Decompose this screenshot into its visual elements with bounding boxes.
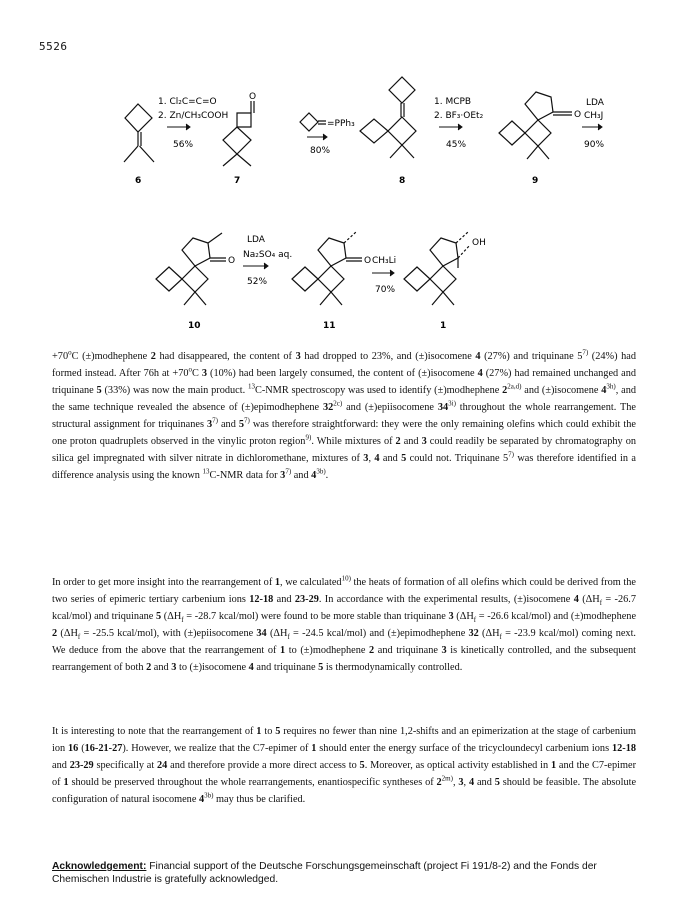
structure-1: [404, 232, 470, 305]
compound-number-1: 1: [440, 321, 447, 331]
step5-reagent-2: Na₂SO₄ aq.: [243, 250, 293, 260]
step6-reagent-1: CH₃Li: [372, 256, 397, 266]
structure-9: [499, 92, 572, 159]
structure-10: [156, 233, 226, 305]
ack-heading: Acknowledgement:: [52, 861, 147, 872]
step4-reagent-1: LDA: [586, 98, 604, 108]
step1-reagent-2: 2. Zn/CH₃COOH: [158, 111, 229, 121]
compound-number-9: 9: [532, 176, 539, 186]
structure-11: [292, 232, 362, 305]
step1-reagent-1: 1. Cl₂C=C=O: [158, 97, 217, 107]
acknowledgement: [52, 860, 636, 886]
step5-yield: 52%: [247, 277, 268, 287]
step5-reagent-1: LDA: [247, 235, 265, 245]
paragraph-1: $+70^oC$ (±)modhephene 2 had disappeared, the content of 3 had dropped to 23%, and (±)isocomene 4 (27%) and triquinane 5$^{7)}$ (24%) had formed instead. After 76h at $+70^oC$ 3 (10%) had been largely consumed, the content of (±)isocomene 4 (27%) had remained unchanged and triquinane 5 (33%) was now the main product. $^{13}$C-NMR spectroscopy was used to identify (±)modhephene $2^{2a,d)}$ and (±)isocomene $4^{3h)}$, and the same technique revealed the absence of (±)epimodhephene $32^{2c)}$ and (±)epiisocomene $34^{3i)}$ throughout the whole rearrangement. The structural assignment for triquinanes 3$^{7)}$ and 5$^{7)}$ was therefore straightforward: they were the only remaining olefins which could exhibit the one proton quadruplets observed in the vinylic proton region$^{9)}$. While mixtures of 2 and 3 could readily be separated by chromatography on silica gel impregnated with silver nitrate in dichloromethane, mixtures of 3, 4 and 5 could not. Triquinane 5$^{7)}$ was therefore identified in a difference analysis using the known $^{13}$C-NMR data for 3$^{7)}$ and $4^{3b)}$.: [52, 348, 637, 481]
atom-o-10: O: [228, 256, 236, 266]
paragraph-3: It is interesting to note that the rearrangement of 1 to 5 requires no fewer than nine 1,2-shifts and an epimerization at the stage of carbenium ion 16 (16-21-27). However, we realize that the C7-epimer of 1 should enter the energy surface of the tricycloundecyl carbenium ions 12-18 and 23-29 specifically at 24 and therefore provide a more direct access to 5. Moreover, as optical activity established in 1 and the C7-epimer of 1 should be preserved throughout the whole rearrangements, enantiospecific syntheses of $2^{2m)}$, 3, 4 and 5 should be feasible. The absolute configuration of natural isocomene $4^{3b)}$ may thus be clarified.: [52, 726, 637, 805]
compound-number-10: 10: [188, 321, 201, 331]
compound-number-6: 6: [135, 176, 142, 186]
step2-yield: 80%: [310, 146, 331, 156]
step4-reagent-2: CH₃J: [584, 111, 604, 121]
step3-reagent-2: 2. BF₃·OEt₂: [434, 111, 484, 121]
page-number: 5526: [39, 40, 68, 53]
atom-oh-1: OH: [472, 238, 486, 248]
step6-yield: 70%: [375, 285, 396, 295]
ack-body: Financial support of the Deutsche Forschungsgemeinschaft (project Fi 191/8-2) and the Fonds der Chemischen Industrie is gratefully acknowledged.: [52, 861, 597, 885]
structure-methylenecyclobutane: [300, 113, 326, 131]
compound-number-8: 8: [399, 176, 406, 186]
structure-8: [360, 77, 416, 158]
atom-o-11: O: [364, 256, 372, 266]
atom-o-9: O: [574, 110, 582, 120]
step1-yield: 56%: [173, 140, 194, 150]
paragraph-2: In order to get more insight into the rearrangement of 1, we calculated$^{10)}$ the heats of formation of all olefins which could be derived from the two series of epimeric tertiary carbenium ions 12-18 and 23-29. In accordance with the experimental results, (±)isocomene 4 ($\Delta H_f = -26.7$ kcal/mol) and triquinane 5 ($\Delta H_f = -28.7$ kcal/mol) were found to be more stable than triquinane 3 ($\Delta H_f = -26.6$ kcal/mol) and (±)modhephene 2 ($\Delta H_f = -25.5$ kcal/mol), with (±)epiisocomene 34 ($\Delta H_f = -24.5$ kcal/mol) and (±)epimodhephene 32 ($\Delta H_f = -23.9$ kcal/mol) coming next. We deduce from the above that the rearrangement of 1 to (±)modhephene 2 and triquinane 3 is kinetically controlled, and the subsequent rearrangement of both 2 and 3 to (±)isocomene 4 and triquinane 5 is thermodynamically controlled.: [52, 574, 637, 673]
reaction-scheme: [0, 0, 676, 340]
structure-6: [124, 104, 154, 162]
step3-reagent-1: 1. MCPB: [434, 97, 472, 107]
step3-yield: 45%: [446, 140, 467, 150]
atom-o-7: O: [249, 92, 257, 102]
step4-yield: 90%: [584, 140, 605, 150]
compound-number-11: 11: [323, 321, 336, 331]
step2-reagent: =PPh₃: [327, 119, 355, 129]
compound-number-7: 7: [234, 176, 241, 186]
